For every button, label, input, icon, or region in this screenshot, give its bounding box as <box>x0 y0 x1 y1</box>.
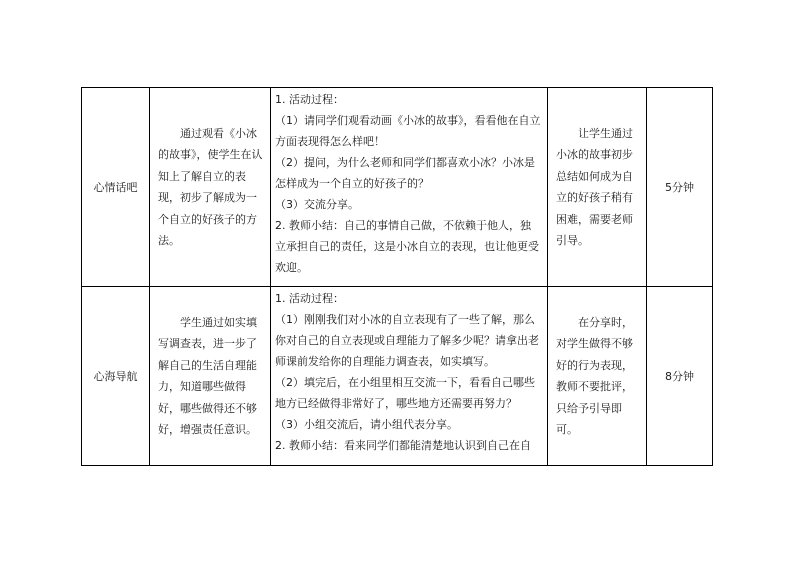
process-line: 1. 活动过程： <box>275 292 344 305</box>
process-line: 2. 教师小结：自己的事情自己做，不依赖于他人，独立承担自己的责任，这是小冰自立的表现，也让他更受欢迎。 <box>275 219 539 274</box>
process-line: 2. 教师小结：看来同学们都能清楚地认识到自己在自 <box>275 439 531 452</box>
process-line: （1）请同学们观看动画《小冰的故事》，看看他在自立方面表现得怎么样吧！ <box>275 114 541 148</box>
process-line: （3）小组交流后，请小组代表分享。 <box>275 418 458 431</box>
goal-text: 学生通过如实填写调查表，进一步了解自己的生活自理能力，知道哪些做得好，哪些做得还不够好，增强责任意识。 <box>158 315 257 436</box>
process-line: （1）刚刚我们对小冰的自立表现有了一些了解，那么你对自己的自立表现或自理能力了解多少呢？请拿出老师课前发给你的自理能力调查表，如实填写。 <box>275 313 539 368</box>
process-line: （2）提问，为什么老师和同学们都喜欢小冰？小冰是怎样成为一个自立的好孩子的？ <box>275 156 535 190</box>
time-cell: 5分钟 <box>647 88 713 287</box>
stage-cell: 心情话吧 <box>82 88 150 287</box>
note-text: 在分享时，对学生做得不够好的行为表现，教师不要批评，只给予引导即可。 <box>556 315 633 436</box>
process-cell <box>271 88 548 287</box>
table-row <box>82 88 713 287</box>
process-line: （2）填完后，在小组里相互交流一下，看看自己哪些地方已经做得非常好了，哪些地方还需要再努力？ <box>275 376 535 410</box>
process-line: （3）交流分享。 <box>275 198 359 211</box>
goal-cell <box>150 88 271 287</box>
goal-cell <box>150 287 271 466</box>
goal-text: 通过观看《小冰的故事》，使学生在认知上了解自立的表现，初步了解成为一个自立的好孩子的方法。 <box>158 126 263 247</box>
process-line: 1. 活动过程： <box>275 93 344 106</box>
table-row <box>82 287 713 466</box>
stage-cell: 心海导航 <box>82 287 150 466</box>
note-text: 让学生通过小冰的故事初步总结如何成为自立的好孩子稍有困难，需要老师引导。 <box>556 126 633 247</box>
process-cell <box>271 287 548 466</box>
note-cell <box>548 287 647 466</box>
time-cell: 8分钟 <box>647 287 713 466</box>
note-cell <box>548 88 647 287</box>
lesson-plan-table <box>81 87 713 466</box>
